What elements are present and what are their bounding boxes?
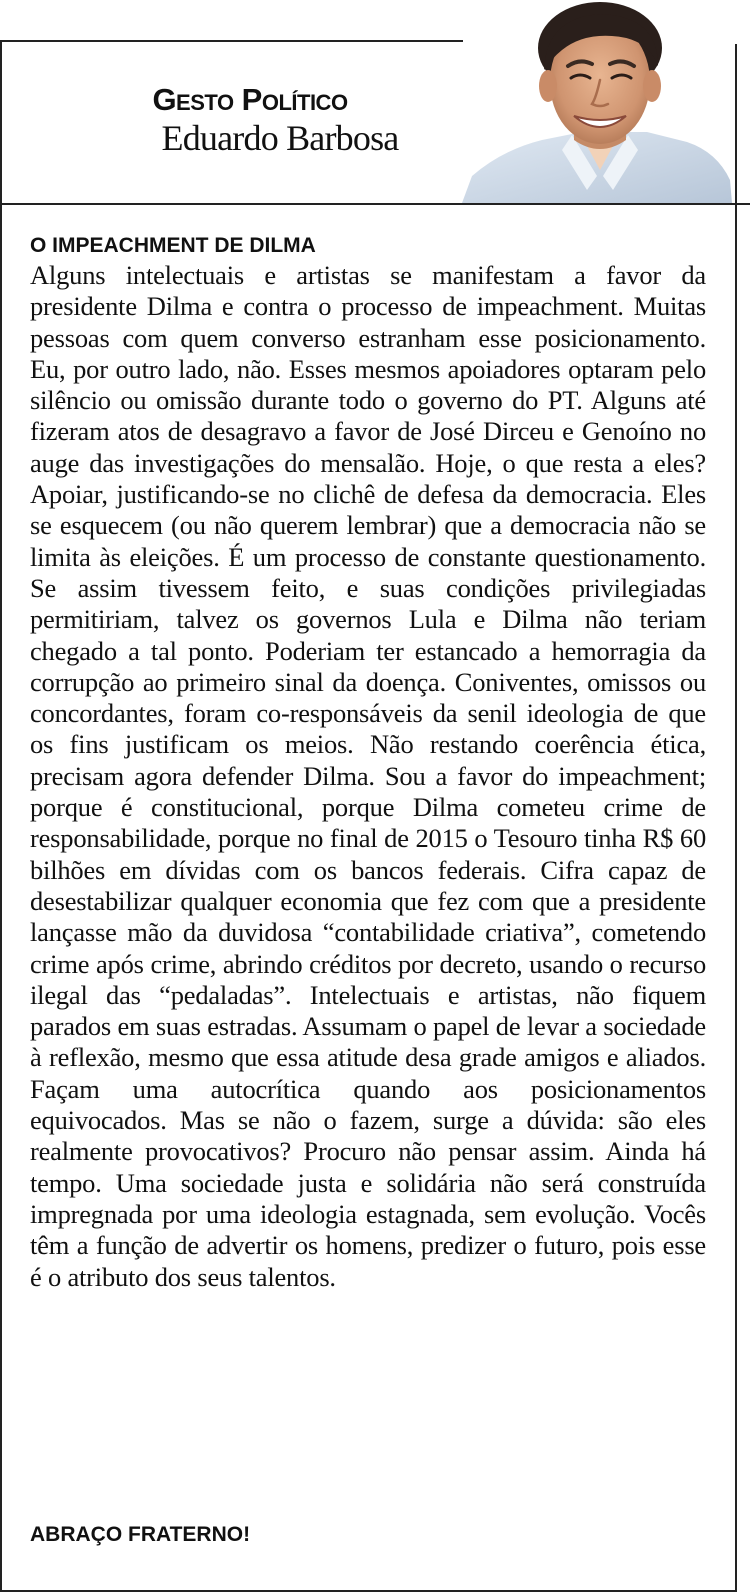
article-body: Alguns intelectuais e artistas se manifestam a favor da presidente Dilma e contra o processo de impeachment. Muitas pessoas com quem converso estranham esse posicionamento. Eu, por outro lado, não. Esses mesmos apoiadores optaram pelo silêncio ou omissão durante todo o governo do PT. Alguns até fizeram atos de desagravo a favor de José Dirceu e Genoíno no auge das investigações do mensalão. Hoje, o que resta a eles? Apoiar, justificando-se no clichê de defesa da democracia. Eles se esquecem (ou não querem lembrar) que a democracia não se limita às eleições. É um processo de constante questionamento. Se assim tivessem feito, e suas condições privilegiadas permitiriam, talvez os governos Lula e Dilma não teriam chegado a tal ponto. Poderiam ter estancado a hemorragia da corrupção ao primeiro sinal da doença. Coniventes, omissos ou concordantes, foram co-responsáveis da senil ideologia de que os fins justificam os meios. Não restando coerência ética, precisam agora defender Dilma. Sou a favor do impeachment; porque é constitucional, porque Dilma cometeu crime de responsabilidade, porque no final de 2015 o Tesouro tinha R$ 60 bilhões em dívidas com os bancos federais. Cifra capaz de desestabilizar qualquer economia que fez com que a presidente lançasse mão da duvidosa “contabilidade criativa”, cometendo crime após crime, abrindo créditos por decreto, usando o recurso ilegal das “pedaladas”. Intelectuais e artistas, não fiquem parados em suas estradas. Assumam o papel de levar a sociedade à reflexão, mesmo que essa atitude desa grade amigos e aliados. Façam uma autocrítica quando aos posicionamentos equivocados. Mas se não o fazem, surge a dúvida: são eles realmente provocativos? Procuro não pensar assim. Ainda há tempo. Uma sociedade justa e solidária não será construída impregnada por uma ideologia estagnada, sem evolução. Vocês têm a função de advertir os homens, predizer o futuro, pois esse é o atributo dos seus talentos. — [30, 260, 706, 1292]
author-portrait-icon — [462, 0, 732, 203]
article-signoff: ABRAÇO FRATERNO! — [30, 1523, 251, 1546]
author-name: Eduardo Barbosa — [161, 118, 399, 158]
header-divider — [0, 203, 750, 205]
column-title-text: Gesto Político — [152, 82, 348, 117]
article-headline: O IMPEACHMENT DE DILMA — [30, 234, 316, 257]
column-title — [60, 82, 440, 118]
article — [30, 232, 706, 1293]
